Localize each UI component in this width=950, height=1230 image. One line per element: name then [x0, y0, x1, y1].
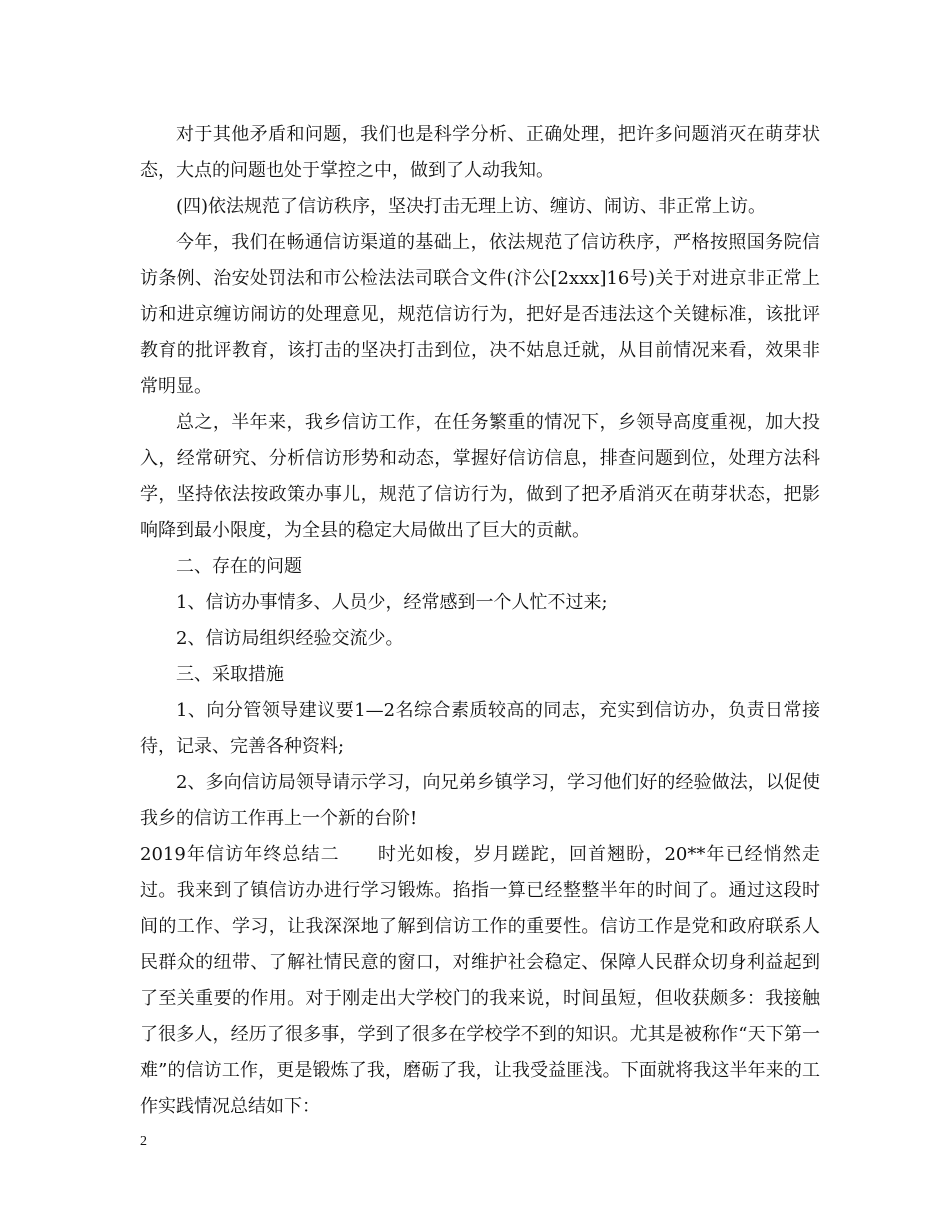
- list-item-problem-1: 1、信访办事情多、人员少，经常感到一个人忙不过来;: [176, 592, 608, 613]
- page-number: 2: [140, 1134, 147, 1149]
- document-body: [140, 117, 820, 1125]
- paragraph-heading-four: (四)依法规范了信访秩序，坚决打击无理上访、缠访、闹访、非正常上访。: [176, 196, 767, 217]
- paragraph-summary: 总之，半年来，我乡信访工作，在任务繁重的情况下，乡领导高度重视，加大投入，经常研究、分析信访形势和动态，掌握好信访信息，排查问题到位，处理方法科学，坚持依法按政策办事儿，规范了信访行为，做到了把矛盾消灭在萌芽状态，把影响降到最小限度，为全县的稳定大局做出了巨大的贡献。: [140, 412, 820, 541]
- paragraph-other-issues: 对于其他矛盾和问题，我们也是科学分析、正确处理，把许多问题消灭在萌芽状态，大点的问题也处于掌控之中，做到了人动我知。: [140, 124, 820, 181]
- section-heading-problems: 二、存在的问题: [176, 556, 302, 577]
- section-heading-measures: 三、采取措施: [176, 664, 284, 685]
- list-item-measure-1: 1、向分管领导建议要1—2名综合素质较高的同志，充实到信访办，负责日常接待，记录、完善各种资料;: [140, 700, 820, 757]
- paragraph-summary-two: 2019年信访年终总结二 时光如梭，岁月蹉跎，回首翘盼，20**年已经悄然走过。我来到了镇信访办进行学习锻炼。掐指一算已经整整半年的时间了。通过这段时间的工作、学习，让我深深地了解到信访工作的重要性。信访工作是党和政府联系人民群众的纽带、了解社情民意的窗口，对维护社会稳定、保障人民群众切身利益起到了至关重要的作用。对于刚走出大学校门的我来说，时间虽短，但收获颇多：我接触了很多人，经历了很多事，学到了很多在学校学不到的知识。尤其是被称作“天下第一难”的信访工作，更是锻炼了我，磨砺了我，让我受益匪浅。下面就将我这半年来的工作实践情况总结如下：: [140, 844, 820, 1117]
- list-item-problem-2: 2、信访局组织经验交流少。: [176, 628, 404, 649]
- paragraph-this-year: 今年，我们在畅通信访渠道的基础上，依法规范了信访秩序，严格按照国务院信访条例、治安处罚法和市公检法法司联合文件(汴公[2xxx]16号)关于对进京非正常上访和进京缠访闹访的处理意见，规范信访行为，把好是否违法这个关键标准，该批评教育的批评教育，该打击的坚决打击到位，决不姑息迁就，从目前情况来看，效果非常明显。: [140, 232, 820, 397]
- list-item-measure-2: 2、多向信访局领导请示学习，向兄弟乡镇学习，学习他们好的经验做法，以促使我乡的信访工作再上一个新的台阶!: [140, 772, 820, 829]
